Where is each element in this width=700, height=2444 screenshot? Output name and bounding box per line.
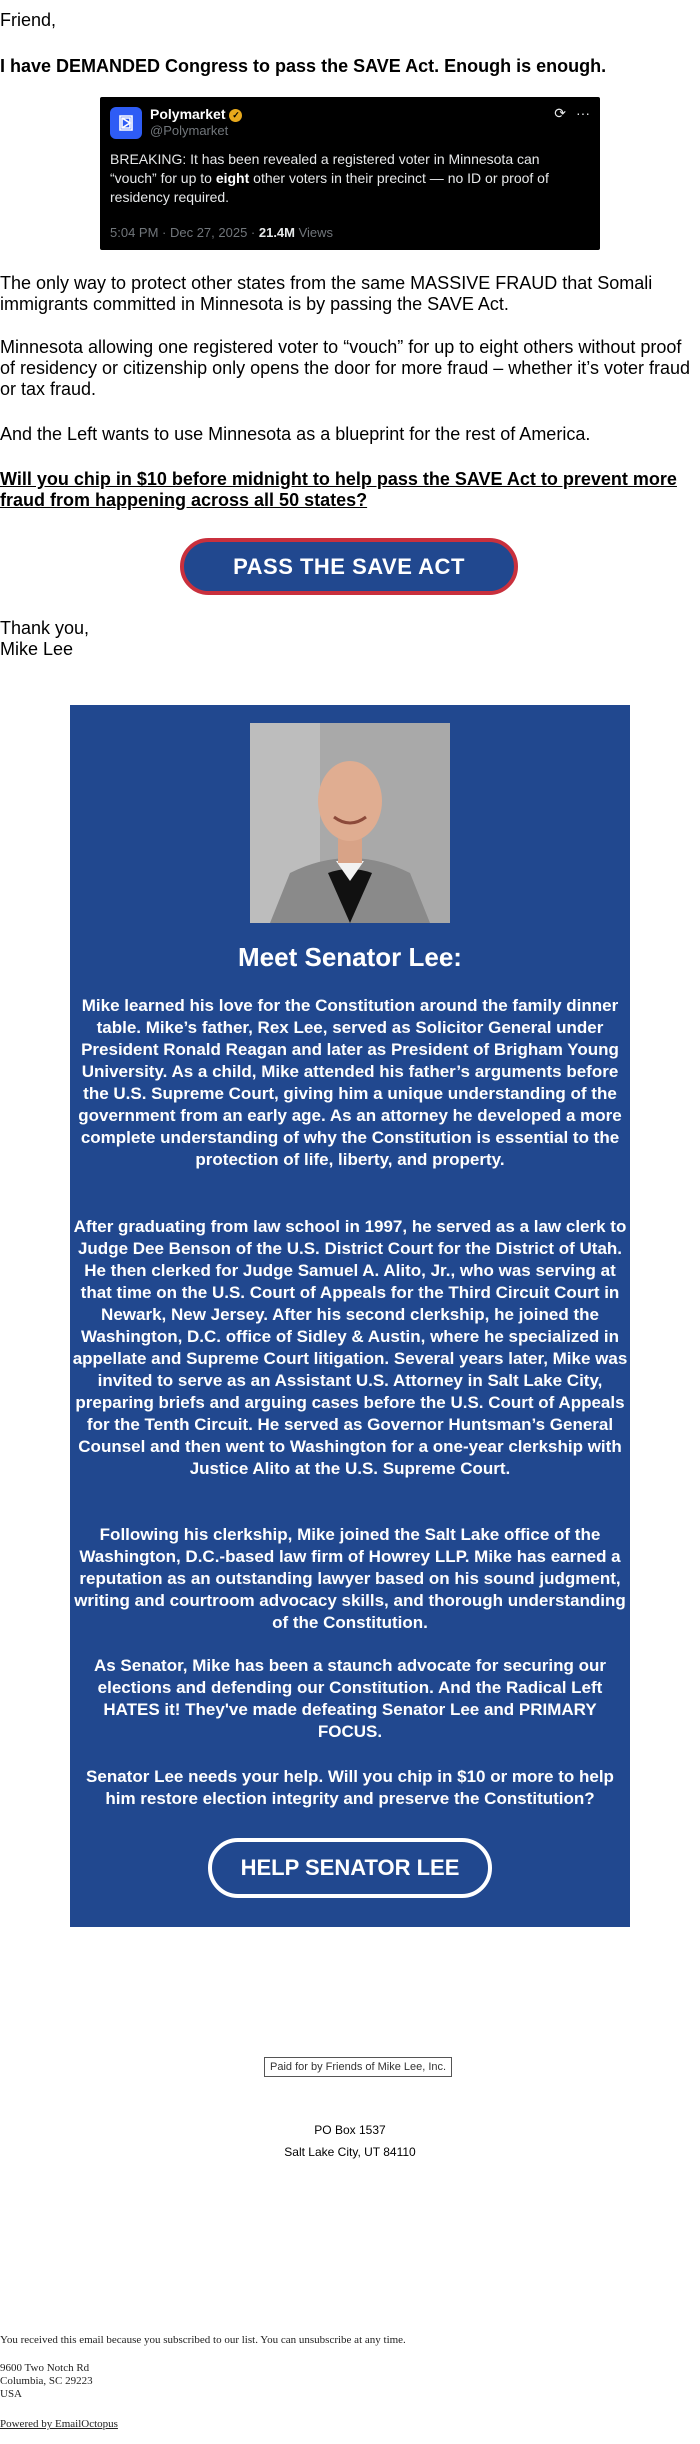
bio-paragraph-1: Mike learned his love for the Constitution around the family dinner table. Mike’s father, Rex Lee, served as Solicitor General under President Ronald Reagan and later as President of Brigham Young University. As a child, Mike attended his father’s arguments before the U.S. Supreme Court, giving him a unique understanding of the government from an early age. As an attorney he developed a more complete understanding of why the Constitution is essential to the protection of life, liberty, and property.: [78, 996, 622, 1169]
powered-by-link[interactable]: Powered by EmailOctopus: [0, 2418, 118, 2430]
greeting: Friend,: [0, 10, 57, 30]
bio-title: Meet Senator Lee:: [238, 942, 462, 972]
bio-paragraph-4: As Senator, Mike has been a staunch advocate for securing our elections and defending our Constitution. And the Radical Left HATES it! They've made defeating Senator Lee and PRIMARY FOCUS.: [93, 1656, 607, 1741]
headline: I have DEMANDED Congress to pass the SAVE Act. Enough is enough.: [0, 56, 607, 76]
senator-photo: [250, 723, 450, 923]
embedded-tweet[interactable]: [100, 97, 600, 250]
donation-ask-link[interactable]: Will you chip in $10 before midnight to help pass the SAVE Act to prevent more fraud from happening across all 50 states?: [0, 469, 677, 510]
bio-paragraph-5: Senator Lee needs your help. Will you chip in $10 or more to help him restore election integrity and preserve the Constitution?: [86, 1767, 614, 1808]
sender-country: USA: [0, 2388, 23, 2400]
tweet-text: BREAKING: It has been revealed a registered voter in Minnesota can “vouch” for up to eight other voters in their precinct — no ID or proof of residency required.: [110, 151, 549, 205]
address-line-2: Salt Lake City, UT 84110: [284, 2145, 416, 2159]
paragraph-blueprint: And the Left wants to use Minnesota as a blueprint for the rest of America.: [0, 424, 591, 444]
bio-section: [70, 705, 630, 1927]
help-senator-lee-button[interactable]: HELP SENATOR LEE: [208, 1838, 492, 1898]
refresh-icon[interactable]: ⟳: [554, 105, 566, 121]
paragraph-fraud: The only way to protect other states from the same MASSIVE FRAUD that Somali immigrants committed in Minnesota is by passing the SAVE Act.: [0, 273, 653, 314]
more-options-icon[interactable]: ···: [576, 105, 590, 121]
tweet-account-name[interactable]: Polymarket ✓: [150, 106, 242, 122]
bio-paragraph-2: After graduating from law school in 1997, he served as a law clerk to Judge Dee Benson of the U.S. District Court for the District of Utah. He then clerked for Judge Samuel A. Alito, Jr., who was serving at that time on the U.S. Court of Appeals for the Third Circuit Court in Newark, New Jersey. After his second clerkship, he joined the Washington, D.C. office of Sidley & Austin, where he specialized in appellate and Supreme Court litigation. Several years later, Mike was invited to serve as an Assistant U.S. Attorney in Salt Lake City, preparing briefs and arguing cases before the U.S. Court of Appeals for the Tenth Circuit. He served as Governor Huntsman’s General Counsel and then went to Washington for a one-year clerkship with Justice Alito at the U.S. Supreme Court.: [72, 1217, 628, 1478]
paid-for-disclaimer: Paid for by Friends of Mike Lee, Inc.: [264, 2057, 452, 2077]
sender-city: Columbia, SC 29223: [0, 2375, 93, 2387]
pass-save-act-button[interactable]: PASS THE SAVE ACT: [180, 538, 518, 595]
sender-street: 9600 Two Notch Rd: [0, 2362, 90, 2374]
paragraph-vouch: Minnesota allowing one registered voter to “vouch” for up to eight others without proof of residency or citizenship only opens the door for more fraud – whether it’s voter fraud or tax fraud.: [0, 337, 691, 399]
address-line-1: PO Box 1537: [314, 2123, 386, 2137]
bio-paragraph-3: Following his clerkship, Mike joined the Salt Lake office of the Washington, D.C.-based law firm of Howrey LLP. Mike has earned a reputation as an outstanding lawyer based on his sound judgment, writing and courtroom advocacy skills, and thorough understanding of the Constitution.: [74, 1525, 626, 1632]
verified-badge-icon: ✓: [229, 109, 242, 122]
signoff: Thank you, Mike Lee: [0, 618, 90, 659]
subscription-note: You received this email because you subscribed to our list. You can unsubscribe at any time.: [0, 2334, 406, 2346]
tweet-handle[interactable]: @Polymarket: [150, 123, 229, 138]
tweet-meta: 5:04 PM · Dec 27, 2025 · 21.4M Views: [110, 225, 334, 240]
polymarket-logo-icon: [110, 107, 142, 139]
